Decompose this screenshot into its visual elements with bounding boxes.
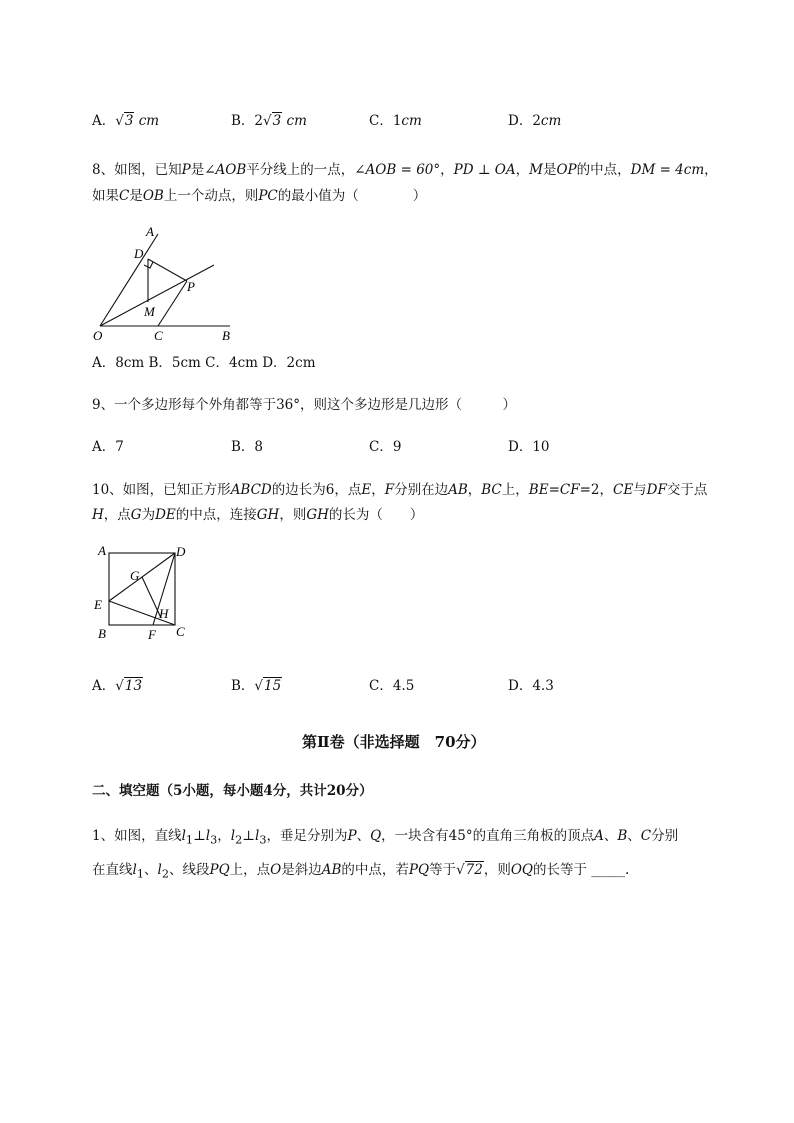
q10-line-1: 10、如图，已知正方形ABCD的边长为6，点E，F分别在边AB，BC上，BE=CF=2，CE与DF交于点 (92, 482, 708, 498)
q10-figure (90, 543, 200, 647)
q10-option-b: B．√15 (231, 678, 282, 694)
q10-option-c: C．4.5 (369, 678, 415, 694)
label-e: E (94, 597, 102, 612)
q7-option-c: C．1cm (369, 113, 422, 129)
part2-title: 第Ⅱ卷（非选择题 70分） (302, 733, 486, 751)
q10-line-2: H，点G为DE的中点，连接GH，则GH的长为（ ） (92, 507, 424, 523)
label-b: B (98, 626, 106, 641)
q9-text: 9、一个多边形每个外角都等于36°，则这个多边形是几边形（ ） (92, 397, 517, 413)
label-c: C (154, 328, 163, 343)
bisector-op (100, 265, 214, 326)
q9-option-b: B．8 (231, 439, 264, 455)
fill1-line-1: 1、如图，直线$l_1\perp l_3$，$l_2\perp l_3$，垂足分别为P、Q，一块含有45°的直角三角板的顶点A、B、C分别 (92, 828, 679, 847)
label-p: P (187, 279, 195, 294)
q7-option-a: A．√3 cm (92, 113, 160, 129)
label-a: A (146, 224, 154, 239)
q8-line-1: 8、如图，已知P是∠AOB平分线上的一点，∠AOB = 60°，PD ⊥ OA，M是OP的中点，DM = 4cm， (92, 162, 718, 178)
label-d: D (176, 544, 186, 559)
section2-heading: 二、填空题（5小题，每小题4分，共计20分） (92, 783, 373, 799)
label-a: A (98, 543, 106, 558)
q7-option-d: D．2cm (508, 113, 562, 129)
label-f: F (148, 627, 156, 642)
fill1-line-2: 在直线$l_1$、$l_2$、线段PQ上，点O是斜边AB的中点，若PQ等于√72，则OQ的长等于 _____. (92, 862, 630, 881)
label-m: M (144, 304, 155, 319)
label-h: H (159, 606, 169, 621)
q8-figure (88, 222, 248, 351)
q10-option-a: A．√13 (92, 678, 143, 694)
label-o: O (93, 328, 103, 343)
label-d: D (134, 246, 144, 261)
q8-options: A．8cm B．5cm C．4cm D．2cm (92, 355, 316, 371)
q10-option-d: D．4.3 (508, 678, 554, 694)
label-g: G (130, 568, 140, 583)
label-b: B (222, 328, 230, 343)
q9-option-c: C．9 (369, 439, 402, 455)
q7-option-b: B．2√3 cm (231, 113, 307, 129)
q8-line-2: 如果C是OB上一个动点，则PC的最小值为（ ） (92, 188, 427, 204)
label-c: C (176, 624, 185, 639)
q9-option-d: D．10 (508, 439, 550, 455)
q9-option-a: A．7 (92, 439, 124, 455)
segment-dp (148, 259, 187, 281)
